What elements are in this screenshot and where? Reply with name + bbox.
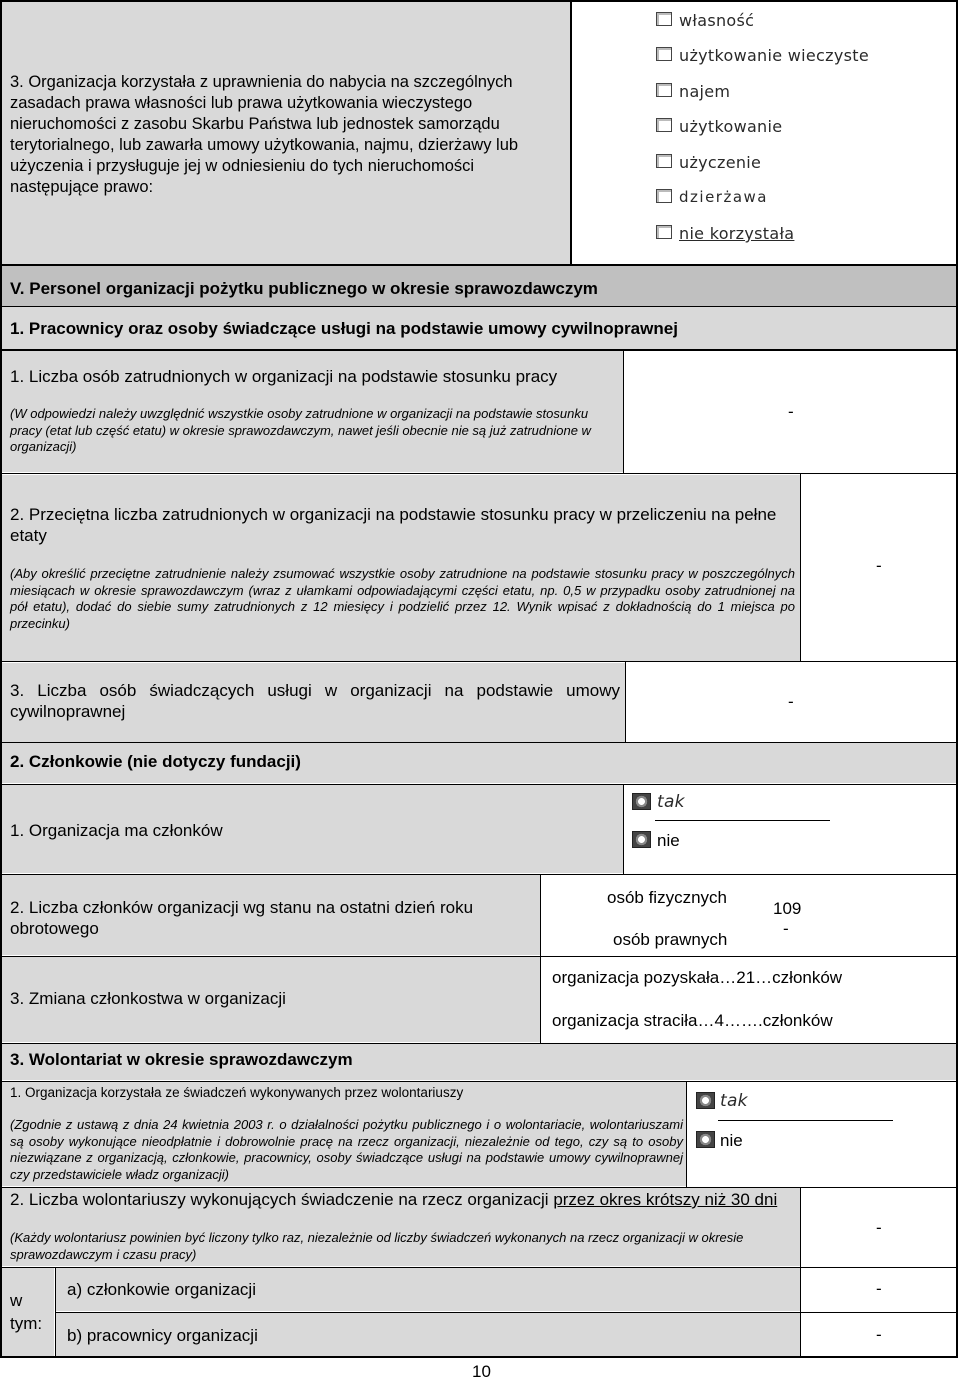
sep-8 — [0, 874, 958, 875]
option-label-najem: najem — [679, 82, 731, 101]
volunteers-yes-label: tak — [720, 1091, 748, 1111]
in-which-b-value: - — [876, 1325, 882, 1344]
page-number: 10 — [472, 1362, 491, 1380]
in-which-w: w — [10, 1291, 23, 1310]
option-checkbox-wlasnosc[interactable] — [656, 12, 672, 26]
sep-6 — [0, 742, 958, 743]
sep-5 — [0, 661, 958, 662]
sub1-q3-value: - — [788, 692, 794, 711]
option-checkbox-dzierzawa[interactable] — [656, 189, 672, 203]
vsep-sub1q3 — [625, 662, 626, 743]
frame-bottom — [0, 1356, 958, 1358]
sub3-q2-label-a: 2. Liczba wolontariuszy wykonujących świadczenie na rzecz organizacji — [10, 1190, 554, 1209]
section-v-title: V. Personel organizacji pożytku publicznego w okresie sprawozdawczym — [10, 279, 598, 298]
sep-7 — [0, 784, 958, 785]
members-gained: organizacja pozyskała…21…członków — [552, 968, 843, 987]
vsep-sub2q1 — [623, 785, 624, 875]
members-no-label: nie — [657, 831, 680, 850]
sep-9 — [0, 956, 958, 957]
vsep-q3 — [570, 0, 572, 265]
option-checkbox-uzytkowanie-wieczyste[interactable] — [656, 47, 672, 61]
vsep-sub1q2 — [800, 474, 801, 662]
volunteers-no-label: nie — [720, 1131, 743, 1150]
members-no-radio[interactable] — [632, 831, 651, 848]
sub1-q3-label: 3. Liczba osób świadczących usługi w organizacji na podstawie umowy cywilnoprawnej — [10, 681, 620, 721]
in-which-b-label: b) pracownicy organizacji — [67, 1326, 258, 1345]
sub1-q2-note: (Aby określić przeciętne zatrudnienie należy zsumować wszystkie osoby zatrudnione na podstawie stosunku pracy w poszczególnych miesiącach w okresie sprawozdawczym (wraz z ułamkami odpowiadającymi części etatu, np. 0,5 w przypadku osoby zatrudnionej na pół etatu), dodać do siebie sumy zatrudnionych z 12 miesięcy i podzielić przez 12. Wynik wpisać z dokładnością do 1 miejsca po przecinku) — [10, 566, 795, 631]
sub3-q2-label-b: przez okres krótszy niż 30 dni — [553, 1190, 778, 1209]
vsep-inwhich — [55, 1268, 56, 1358]
sub3-q2-label — [10, 1189, 795, 1210]
members-physical-value: 109 — [773, 899, 802, 918]
vsep-sub1q1 — [623, 350, 624, 474]
sub3-q1-note: (Zgodnie z ustawą z dnia 24 kwietnia 2003 r. o działalności pożytku publicznego i o wolontariacie, wolontariuszami są osoby wykonujące nieodpłatnie i dobrowolnie pracę na rzecz organizacji, niezależnie od tego, czy są to osoby niezwiązane z organizacją, członkowie, pracownicy, osoby świadczące usługi na podstawie umowy cywilnoprawnej czy przedstawiciele władz organizacji) — [10, 1117, 683, 1182]
members-yes-label: tak — [657, 792, 685, 812]
volunteers-yes-underline — [718, 1120, 893, 1121]
option-label-uzytkowanie: użytkowanie — [679, 117, 783, 136]
option-checkbox-nie-korzystala[interactable] — [656, 225, 672, 239]
members-lost: organizacja straciła…4…….członków — [552, 1011, 833, 1030]
sub2-title: 2. Członkowie (nie dotyczy fundacji) — [10, 752, 301, 771]
members-yes-underline — [655, 820, 830, 821]
sub3-q2-value: - — [876, 1218, 882, 1237]
frame-top — [0, 0, 958, 2]
vsep-sub2q2 — [540, 875, 541, 1044]
sep-1 — [0, 264, 958, 266]
members-legal-label: osób prawnych — [613, 930, 728, 949]
sub2-q3-label: 3. Zmiana członkostwa w organizacji — [10, 989, 286, 1008]
sub1-q2-label: 2. Przeciętna liczba zatrudnionych w organizacji na podstawie stosunku pracy w przeliczeniu na pełne etaty — [10, 505, 777, 545]
option-label-wlasnosc: własność — [679, 11, 755, 30]
sub1-q1-value: - — [788, 402, 794, 421]
sep-13 — [0, 1267, 958, 1268]
sep-14 — [55, 1312, 958, 1313]
vsep-sub3q1 — [686, 1082, 687, 1188]
sep-4 — [0, 473, 958, 474]
sub2-q1-label: 1. Organizacja ma członków — [10, 821, 223, 840]
sep-2 — [0, 306, 958, 307]
in-which-a-label: a) członkowie organizacji — [67, 1280, 256, 1299]
sep-10 — [0, 1043, 958, 1044]
sub2-q2-label: 2. Liczba członków organizacji wg stanu na ostatni dzień roku obrotowego — [10, 898, 474, 938]
option-checkbox-najem[interactable] — [656, 83, 672, 97]
members-legal-value: - — [783, 919, 789, 938]
option-label-uzytkowanie-wieczyste: użytkowanie wieczyste — [679, 46, 869, 65]
sep-3 — [0, 349, 958, 351]
members-physical-label: osób fizycznych — [607, 888, 727, 907]
sub3-title: 3. Wolontariat w okresie sprawozdawczym — [10, 1050, 353, 1069]
frame-left — [0, 0, 2, 1358]
sep-12 — [0, 1187, 958, 1188]
frame-right — [956, 0, 958, 1358]
property-question-text: 3. Organizacja korzystała z uprawnienia do nabycia na szczególnych zasadach prawa własności lub prawa użytkowania wieczystego nieruchomości z zasobu Skarbu Państwa lub jednostek samorządu terytorialnego, lub zawarła umowy użytkowania, najmu, dzierżawy lub użyczenia i przysługuje jej w odniesieniu do tych nieruchomości następujące prawo: — [10, 73, 519, 196]
volunteers-no-radio[interactable] — [696, 1131, 715, 1148]
option-checkbox-uzyczenie[interactable] — [656, 154, 672, 168]
option-label-uzyczenie: użyczenie — [679, 153, 762, 172]
volunteers-yes-radio[interactable] — [696, 1092, 715, 1109]
in-which-a-value: - — [876, 1279, 882, 1298]
sub3-q1-label: 1. Organizacja korzystała ze świadczeń wykonywanych przez wolontariuszy — [10, 1085, 464, 1100]
option-label-dzierzawa: dzierżawa — [679, 188, 768, 206]
sub1-q1-label: 1. Liczba osób zatrudnionych w organizacji na podstawie stosunku pracy — [10, 367, 558, 386]
sub1-title: 1. Pracownicy oraz osoby świadczące usługi na podstawie umowy cywilnoprawnej — [10, 319, 678, 338]
option-label-nie-korzystala: nie korzystała — [679, 224, 795, 243]
vsep-sub3q2 — [800, 1188, 801, 1358]
option-checkbox-uzytkowanie[interactable] — [656, 118, 672, 132]
in-which-tym: tym: — [10, 1314, 43, 1333]
members-yes-radio[interactable] — [632, 793, 651, 810]
sub3-q2-note: (Każdy wolontariusz powinien być liczony tylko raz, niezależnie od liczby świadczeń wykonanych na rzecz organizacji w okresie sprawozdawczym i czasu pracy) — [10, 1230, 744, 1262]
in-which-cell — [2, 1268, 54, 1356]
sub1-q1-note: (W odpowiedzi należy uwzględnić wszystkie osoby zatrudnione w organizacji na podstawie stosunku pracy (etat lub część etatu) w okresie sprawozdawczym, nawet jeśli obecnie nie są już zatrudnione w organizacji) — [10, 406, 591, 454]
sep-11 — [0, 1081, 958, 1082]
sub1-q2-value: - — [876, 556, 882, 575]
